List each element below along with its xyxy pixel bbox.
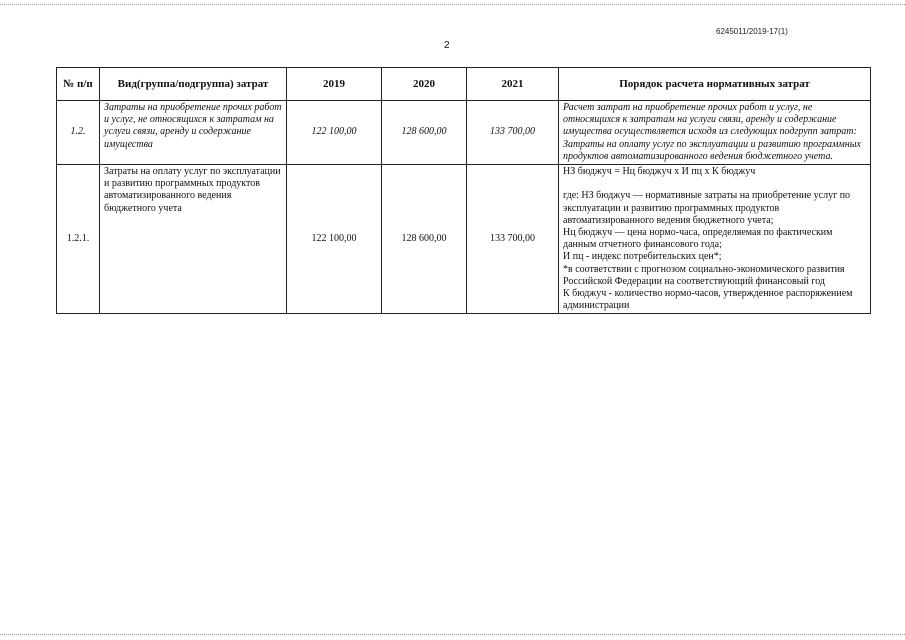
- scan-edge-bottom: [0, 634, 905, 636]
- row-value-2019: 122 100,00: [287, 101, 382, 165]
- table-header-row: [57, 68, 871, 101]
- row-value-2019: 122 100,00: [287, 165, 382, 314]
- row-calc-method: НЗ бюджуч = Нц бюджуч х И пц х К бюджуч где: НЗ бюджуч — нормативные затраты на приобретение услуг по эксплуатации и развитию программных продуктов автоматизированного ведения бюджетного учета; Нц бюджуч — цена нормо-часа, определяемая по фактическим данным отчетного финансового года; И пц - индекс потребительских цен*; *в соответствии с прогнозом социально-экономического развития Российской Федерации на соответствующий финансовый год К бюджуч - количество нормо-часов, утвержденное распоряжением администрации: [559, 165, 871, 314]
- row-value-2020: 128 600,00: [382, 101, 467, 165]
- cost-table: [56, 67, 871, 314]
- col-header-number: № п/п: [57, 68, 100, 101]
- document-number: 6245011/2019-17(1): [716, 27, 788, 36]
- row-value-2021: 133 700,00: [467, 165, 559, 314]
- row-number: 1.2.: [57, 101, 100, 165]
- row-value-2021: 133 700,00: [467, 101, 559, 165]
- page-number: 2: [444, 40, 450, 51]
- row-cost-type: Затраты на приобретение прочих работ и услуг, не относящихся к затратам на услуги связи, аренду и содержание имущества: [100, 101, 287, 165]
- row-calc-method: Расчет затрат на приобретение прочих работ и услуг, не относящихся к затратам на услуги связи, аренду и содержание имущества осуществляется исходя из следующих подгрупп затрат: Затраты на оплату услуг по эксплуатации и развитию программных продуктов автоматизированного ведения бюджетного учета.: [559, 101, 871, 165]
- col-header-2019: 2019: [287, 68, 382, 101]
- col-header-method: Порядок расчета нормативных затрат: [559, 68, 871, 101]
- table-row: [57, 101, 871, 165]
- scan-edge-top: [0, 4, 905, 6]
- row-value-2020: 128 600,00: [382, 165, 467, 314]
- row-cost-type: Затраты на оплату услуг по эксплуатации и развитию программных продуктов автоматизированного ведения бюджетного учета: [100, 165, 287, 314]
- row-number: 1.2.1.: [57, 165, 100, 314]
- col-header-2021: 2021: [467, 68, 559, 101]
- table-row: [57, 165, 871, 314]
- col-header-type: Вид(группа/подгруппа) затрат: [100, 68, 287, 101]
- col-header-2020: 2020: [382, 68, 467, 101]
